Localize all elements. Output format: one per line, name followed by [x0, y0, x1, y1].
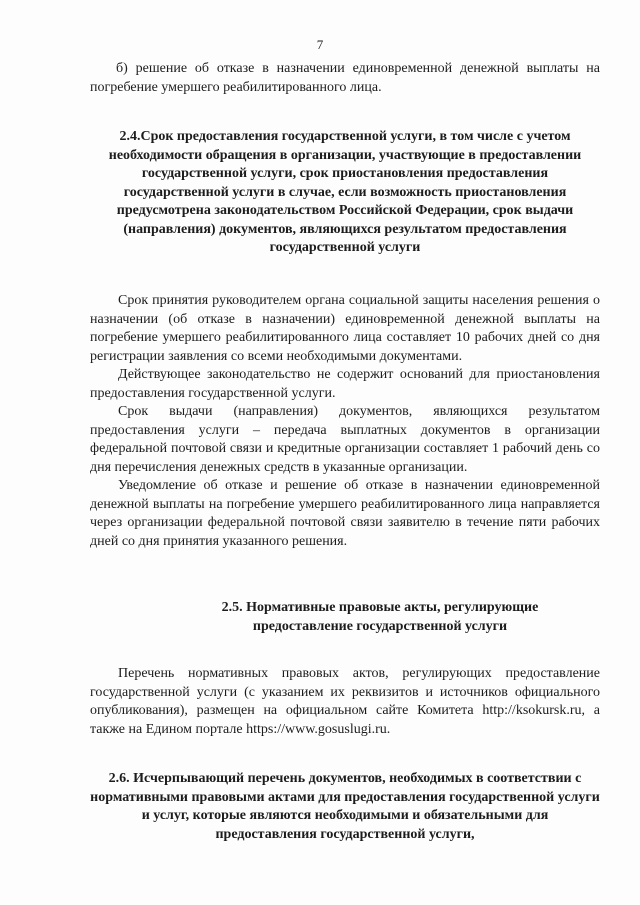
- section-2-5-paragraph: Перечень нормативных правовых актов, регулирующих предоставление государственной услуги (с указанием их реквизитов и источников официального опубликования), размещен на официальном сайте Комитета http://ksokursk.ru, а также на Едином портале https://www.gosuslugi.ru.: [90, 666, 600, 737]
- section-2-5-body: [90, 665, 600, 739]
- section-2-5-heading: 2.5. Нормативные правовые акты, регулирующие предоставление государственной услуги: [221, 600, 539, 634]
- section-2-4-paragraph: Срок выдачи (направления) документов, являющихся результатом предоставления услуги – передача выплатных документов в организации федеральной почтовой связи и кредитные организации составляет 1 рабочий день со дня перечисления денежных средств в указанные организации.: [90, 404, 600, 475]
- section-2-4-body: [90, 292, 600, 551]
- intro-block: [90, 60, 600, 97]
- section-2-6-heading: 2.6. Исчерпывающий перечень документов, необходимых в соответствии с нормативными правовыми актами для предоставления государственной услуги и услуг, которые являются необходимыми и обязательными для предоставления государственной услуги,: [90, 771, 600, 842]
- section-2-4-heading: 2.4.Срок предоставления государственной услуги, в том числе с учетом необходимости обращения в организации, участвующие в предоставлении государственной услуги, срок приостановления предоставления государственной услуги в случае, если возможность приостановления предусмотрена законодательством Российской Федерации, срок выдачи (направления) документов, являющихся результатом предоставления государственной услуги: [108, 129, 582, 255]
- section-2-4-paragraph: Уведомление об отказе и решение об отказе в назначении единовременной денежной выплаты на погребение умершего реабилитированного лица направляется через организации федеральной почтовой связи заявителю в течение пяти рабочих дней со дня принятия указанного решения.: [90, 478, 600, 549]
- intro-paragraph: б) решение об отказе в назначении единовременной денежной выплаты на погребение умершего реабилитированного лица.: [90, 61, 600, 95]
- section-2-4-paragraph: Срок принятия руководителем органа социальной защиты населения решения о назначении (об отказе в назначении) единовременной денежной выплаты на погребение умершего реабилитированного лица составляет 10 рабочих дней со дня регистрации заявления со всеми необходимыми документами.: [90, 293, 600, 364]
- page-number: 7: [316, 37, 324, 52]
- section-2-4-paragraph: Действующее законодательство не содержит оснований для приостановления предоставления государственной услуги.: [90, 367, 600, 401]
